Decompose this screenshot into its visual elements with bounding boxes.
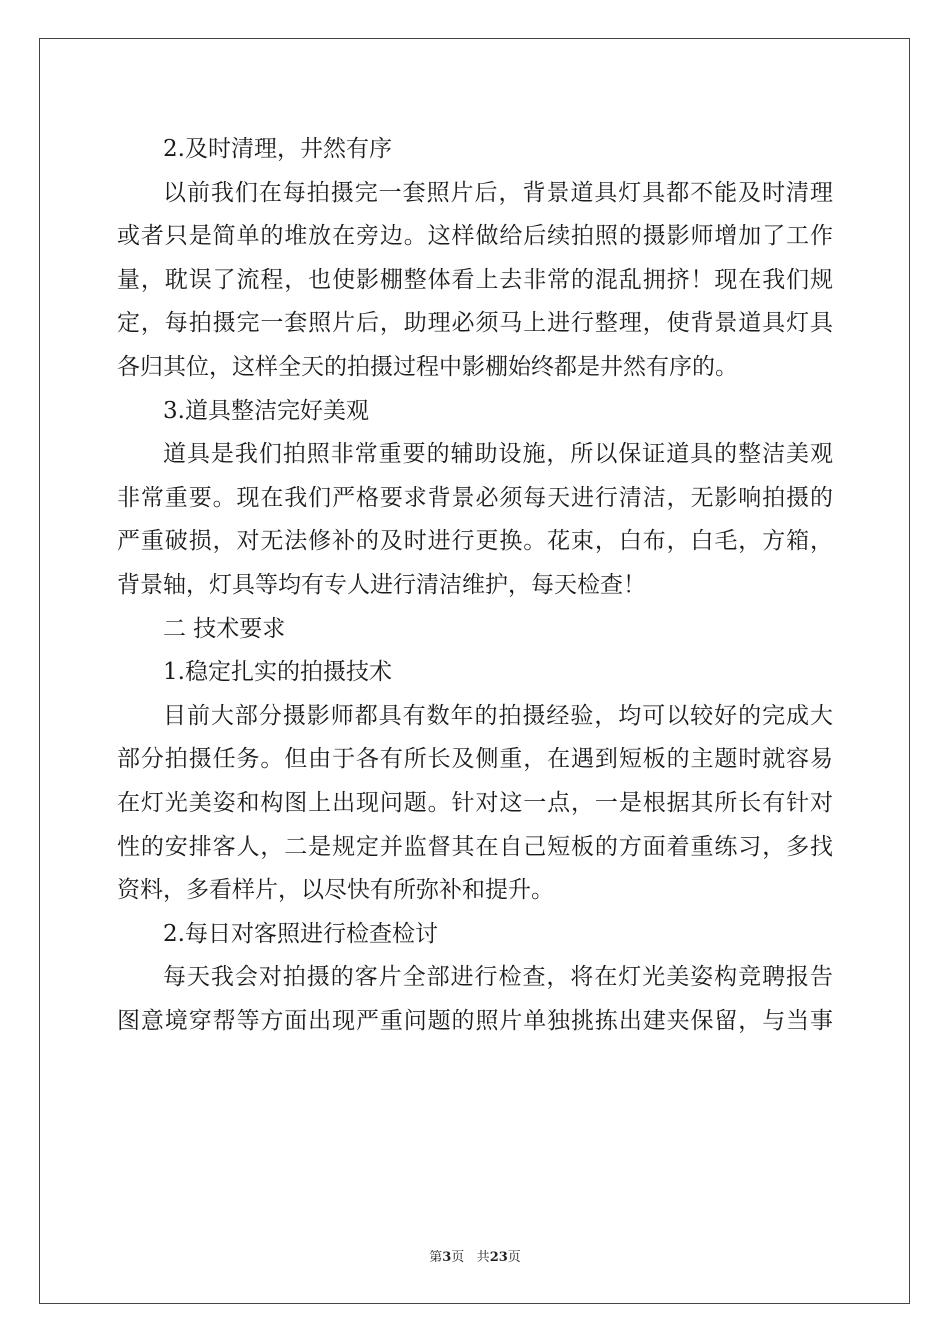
total-unit: 页 [507,1250,521,1265]
text-line: 1.稳定扎实的拍摄技术 [163,659,392,686]
text-line: 量，耽误了流程，也使影棚整体看上去非常的混乱拥挤！现在我们规 [117,266,833,293]
total-prefix: 共 [476,1250,490,1265]
text-line: 道具是我们拍照非常重要的辅助设施，所以保证道具的整洁美观 [163,441,833,468]
text-line: 非常重要。现在我们严格要求背景必须每天进行清洁，无影响拍摄的 [117,484,833,511]
text-line: 目前大部分摄影师都具有数年的拍摄经验，均可以较好的完成大 [163,702,833,729]
page-footer [0,1246,950,1265]
total-page-number: 23 [489,1250,508,1265]
page-unit: 页 [451,1250,465,1265]
text-line: 二 技术要求 [163,615,286,642]
text-line: 3.道具整洁完好美观 [163,397,369,424]
text-line: 性的安排客人，二是规定并监督其在自己短板的方面着重练习，多找 [117,833,833,860]
text-line: 背景轴，灯具等均有专人进行清洁维护，每天检查！ [117,571,646,598]
text-line: 资料，多看样片，以尽快有所弥补和提升。 [117,877,554,904]
page-prefix: 第 [429,1250,443,1265]
text-line: 2.及时清理，井然有序 [163,136,392,162]
text-line: 2.每日对客照进行检查检讨 [163,920,438,947]
text-line: 以前我们在每拍摄完一套照片后，背景道具灯具都不能及时清理 [163,179,833,206]
document-body [117,128,833,1043]
text-line: 图意境穿帮等方面出现严重问题的照片单独挑拣出建夹保留，与当事 [117,1007,833,1034]
text-line: 各归其位，这样全天的拍摄过程中影棚始终都是井然有序的。 [117,353,738,380]
text-line: 在灯光美姿和构图上出现问题。针对这一点，一是根据其所长有针对 [117,789,833,816]
current-page-number: 3 [442,1250,452,1265]
text-line: 每天我会对拍摄的客片全部进行检查，将在灯光美姿构竞聘报告 [163,964,833,991]
text-line: 或者只是简单的堆放在旁边。这样做给后续拍照的摄影师增加了工作 [117,223,833,250]
text-line: 严重破损，对无法修补的及时进行更换。花束，白布，白毛，方箱， [117,528,833,555]
text-line: 定，每拍摄完一套照片后，助理必须马上进行整理，使背景道具灯具 [117,310,833,337]
text-line: 部分拍摄任务。但由于各有所长及侧重，在遇到短板的主题时就容易 [117,746,833,773]
